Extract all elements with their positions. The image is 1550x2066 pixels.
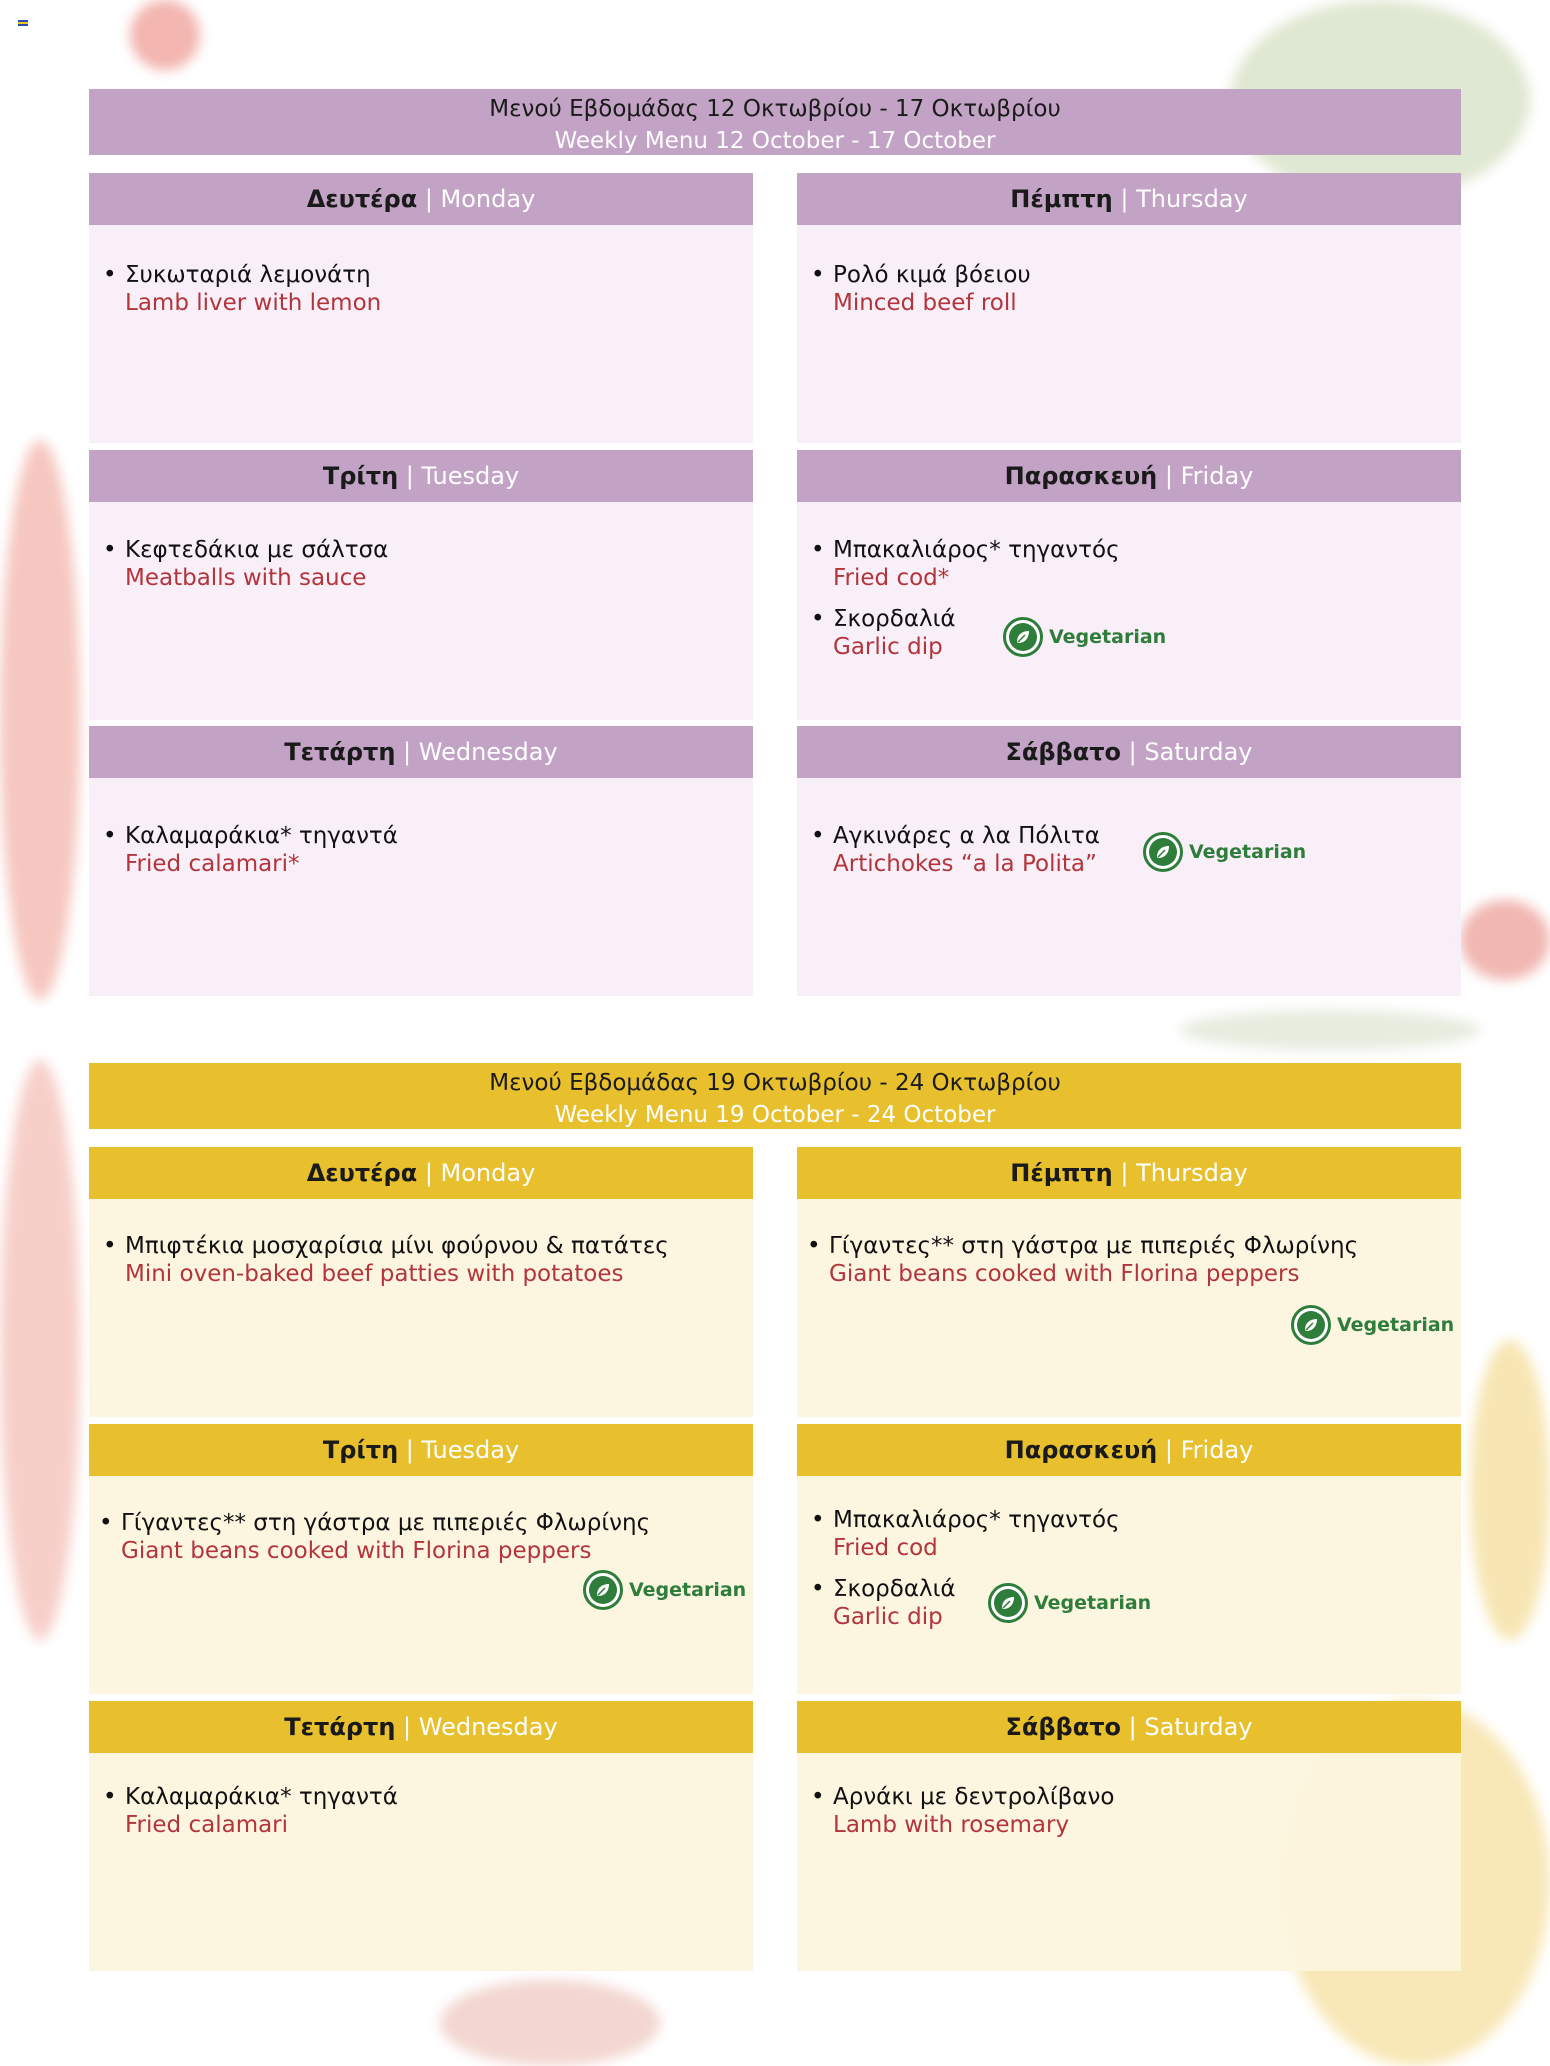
day-body xyxy=(89,225,753,443)
separator: | xyxy=(1121,738,1145,766)
day-name-english: Monday xyxy=(440,185,536,213)
day-body xyxy=(797,1476,1461,1694)
separator: | xyxy=(417,1159,441,1187)
separator: | xyxy=(417,185,441,213)
week-header xyxy=(89,1063,1461,1129)
dish-name-greek: • Συκωταριά λεμονάτη xyxy=(103,261,381,289)
separator: | xyxy=(395,1713,419,1741)
day-name-greek: Τετάρτη xyxy=(284,1713,396,1741)
dish-name-greek: • Σκορδαλιά xyxy=(811,1575,956,1603)
day-name-english: Tuesday xyxy=(421,1436,520,1464)
day-body xyxy=(797,778,1461,996)
day-name-greek: Δευτέρα xyxy=(306,1159,418,1187)
day-name-greek: Πέμπτη xyxy=(1010,1159,1113,1187)
day-header xyxy=(89,1424,753,1476)
dish-name-english: Mini oven-baked beef patties with potatoes xyxy=(125,1261,624,1287)
day-body xyxy=(89,1476,753,1694)
dish-name-english: Minced beef roll xyxy=(833,290,1017,316)
day-header xyxy=(797,173,1461,225)
dish-name-greek: • Αγκινάρες α λα Πόλιτα xyxy=(811,822,1100,850)
vegetarian-label: Vegetarian xyxy=(1337,1314,1455,1336)
dish-item xyxy=(103,536,388,592)
day-name-english: Monday xyxy=(440,1159,536,1187)
day-header xyxy=(797,1147,1461,1199)
day-header xyxy=(89,1147,753,1199)
dish-name-greek: • Ρολό κιμά βόειου xyxy=(811,261,1031,289)
day-card-friday xyxy=(797,450,1461,720)
vegetarian-badge xyxy=(583,1570,746,1610)
day-card-wednesday xyxy=(89,1701,753,1971)
leaf-icon xyxy=(1291,1305,1331,1345)
day-body xyxy=(797,225,1461,443)
dish-name-greek: • Κεφτεδάκια με σάλτσα xyxy=(103,536,388,564)
dish-item xyxy=(103,1783,398,1839)
dish-name-english: Giant beans cooked with Florina peppers xyxy=(121,1538,592,1564)
day-name-english: Tuesday xyxy=(421,462,520,490)
dish-name-english: Lamb with rosemary xyxy=(833,1812,1070,1838)
day-name-english: Saturday xyxy=(1144,738,1253,766)
separator: | xyxy=(1157,462,1181,490)
leaf-icon xyxy=(583,1570,623,1610)
vegetarian-badge xyxy=(1003,617,1166,657)
day-name-english: Thursday xyxy=(1136,1159,1248,1187)
dish-item xyxy=(811,536,1120,592)
day-name-greek: Σάββατο xyxy=(1005,738,1122,766)
day-card-wednesday xyxy=(89,726,753,996)
week-title-english: Weekly Menu 12 October - 17 October xyxy=(554,128,996,154)
vegetarian-label: Vegetarian xyxy=(1189,841,1307,863)
dish-name-english: Lamb liver with lemon xyxy=(125,290,382,316)
separator: | xyxy=(395,738,419,766)
separator: | xyxy=(1112,185,1137,213)
dish-name-greek: • Αρνάκι με δεντρολίβανο xyxy=(811,1783,1114,1811)
day-card-tuesday xyxy=(89,450,753,720)
dish-name-english: Fried calamari xyxy=(125,1812,289,1838)
day-name-greek: Παρασκευή xyxy=(1004,1436,1158,1464)
dish-name-english: Garlic dip xyxy=(833,634,943,660)
day-name-greek: Παρασκευή xyxy=(1004,462,1158,490)
dish-item xyxy=(811,1783,1114,1839)
day-card-thursday xyxy=(797,1147,1461,1417)
day-name-greek: Πέμπτη xyxy=(1010,185,1113,213)
day-card-saturday xyxy=(797,1701,1461,1971)
day-name-english: Wednesday xyxy=(418,738,558,766)
day-card-monday xyxy=(89,1147,753,1417)
day-body xyxy=(89,1199,753,1417)
dish-item xyxy=(103,822,398,878)
day-name-english: Thursday xyxy=(1136,185,1248,213)
dish-name-english: Fried cod* xyxy=(833,565,950,591)
language-flag-icon[interactable] xyxy=(18,20,28,26)
dish-name-greek: • Μπακαλιάρος* τηγαντός xyxy=(811,536,1120,564)
day-body xyxy=(89,778,753,996)
dish-name-greek: • Γίγαντες** στη γάστρα με πιπεριές Φλωρίνης xyxy=(99,1509,650,1537)
leaf-icon xyxy=(1143,832,1183,872)
day-header xyxy=(89,1701,753,1753)
leaf-icon xyxy=(988,1583,1028,1623)
day-card-friday xyxy=(797,1424,1461,1694)
week-title-english: Weekly Menu 19 October - 24 October xyxy=(554,1102,996,1128)
day-name-greek: Τετάρτη xyxy=(284,738,396,766)
dish-item xyxy=(103,1232,669,1288)
day-body xyxy=(797,1199,1461,1417)
week-title-greek: Μενού Εβδομάδας 19 Οκτωβρίου - 24 Οκτωβρίου xyxy=(489,1070,1061,1096)
dish-name-english: Fried cod xyxy=(833,1535,938,1561)
dish-name-greek: • Καλαμαράκια* τηγαντά xyxy=(103,822,398,850)
week-menu-2 xyxy=(89,1063,1461,1978)
day-name-greek: Τρίτη xyxy=(322,462,399,490)
dish-name-english: Giant beans cooked with Florina peppers xyxy=(829,1261,1300,1287)
week-menu-1 xyxy=(89,89,1461,1004)
day-body xyxy=(797,1753,1461,1971)
separator: | xyxy=(1112,1159,1137,1187)
day-header xyxy=(89,726,753,778)
vegetarian-badge xyxy=(1143,832,1306,872)
dish-name-english: Garlic dip xyxy=(833,1604,943,1630)
dish-item xyxy=(811,1506,1120,1562)
dish-item xyxy=(811,261,1031,317)
vegetarian-label: Vegetarian xyxy=(1049,626,1167,648)
separator: | xyxy=(1121,1713,1145,1741)
day-header xyxy=(797,726,1461,778)
dish-item xyxy=(103,261,381,317)
dish-name-english: Meatballs with sauce xyxy=(125,565,367,591)
vegetarian-badge xyxy=(1291,1305,1454,1345)
day-name-greek: Δευτέρα xyxy=(306,185,418,213)
day-name-english: Saturday xyxy=(1144,1713,1253,1741)
separator: | xyxy=(398,1436,422,1464)
day-card-monday xyxy=(89,173,753,443)
day-header xyxy=(797,450,1461,502)
dish-item xyxy=(99,1509,650,1565)
vegetarian-label: Vegetarian xyxy=(629,1579,747,1601)
leaf-icon xyxy=(1003,617,1043,657)
dish-name-greek: • Μπακαλιάρος* τηγαντός xyxy=(811,1506,1120,1534)
day-header xyxy=(89,173,753,225)
dish-name-greek: • Σκορδαλιά xyxy=(811,605,956,633)
day-header xyxy=(89,450,753,502)
day-name-english: Friday xyxy=(1180,1436,1254,1464)
week-title-greek: Μενού Εβδομάδας 12 Οκτωβρίου - 17 Οκτωβρίου xyxy=(489,96,1061,122)
dish-name-greek: • Γίγαντες** στη γάστρα με πιπεριές Φλωρίνης xyxy=(807,1232,1358,1260)
dish-item xyxy=(811,605,956,661)
day-name-english: Friday xyxy=(1180,462,1254,490)
dish-item xyxy=(811,1575,956,1631)
dish-item xyxy=(811,822,1100,878)
separator: | xyxy=(398,462,422,490)
dish-name-greek: • Καλαμαράκια* τηγαντά xyxy=(103,1783,398,1811)
day-body xyxy=(89,502,753,720)
day-name-greek: Σάββατο xyxy=(1005,1713,1122,1741)
dish-name-greek: • Μπιφτέκια μοσχαρίσια μίνι φούρνου & πατάτες xyxy=(103,1232,669,1260)
dish-name-english: Artichokes “a la Polita” xyxy=(833,851,1097,877)
week-header xyxy=(89,89,1461,155)
day-body xyxy=(89,1753,753,1971)
vegetarian-label: Vegetarian xyxy=(1034,1592,1152,1614)
day-header xyxy=(797,1424,1461,1476)
day-name-greek: Τρίτη xyxy=(322,1436,399,1464)
vegetarian-badge xyxy=(988,1583,1151,1623)
day-name-english: Wednesday xyxy=(418,1713,558,1741)
day-card-tuesday xyxy=(89,1424,753,1694)
day-body xyxy=(797,502,1461,720)
day-header xyxy=(797,1701,1461,1753)
separator: | xyxy=(1157,1436,1181,1464)
dish-name-english: Fried calamari* xyxy=(125,851,300,877)
day-card-saturday xyxy=(797,726,1461,996)
dish-item xyxy=(807,1232,1358,1288)
day-card-thursday xyxy=(797,173,1461,443)
